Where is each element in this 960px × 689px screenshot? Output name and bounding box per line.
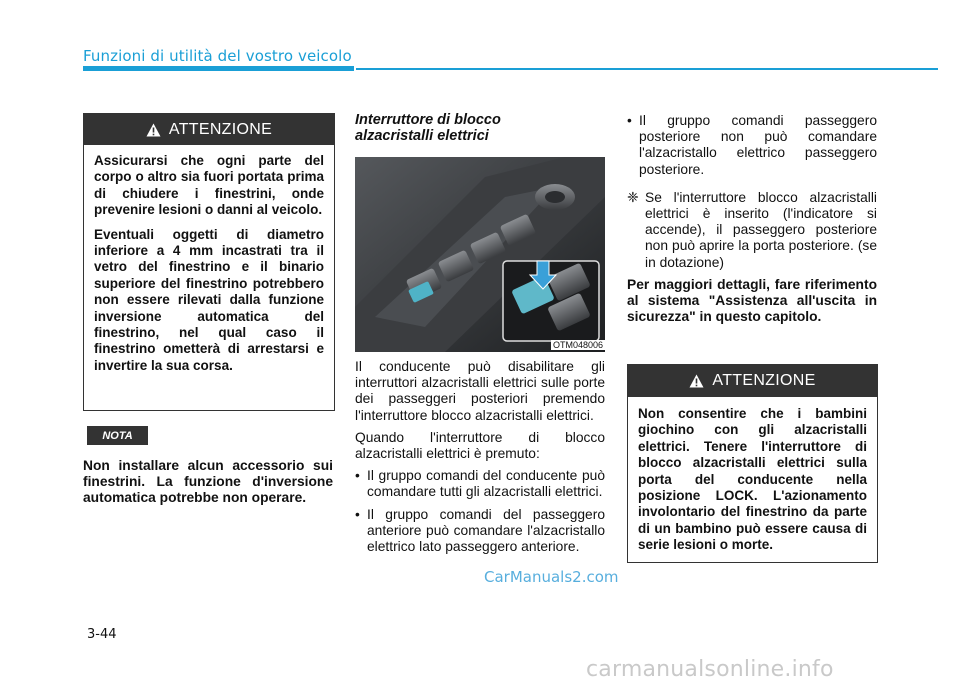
middle-body: [355, 359, 605, 561]
warning-paragraph: Assicurarsi che ogni parte del corpo o altro sia fuori portata prima di chiudere i finestrini, onde prevenire lesioni o danni al veicolo.: [94, 153, 324, 218]
warning-header: [84, 114, 334, 145]
warning-box-left: [83, 113, 335, 411]
page-section-title: Funzioni di utilità del vostro veicolo: [83, 47, 352, 65]
list-item: • Il gruppo comandi passeggero posteriore non può comandare l'alzacristallo elettrico passeggero posteriore.: [627, 113, 877, 178]
header-rule-thin: [356, 68, 938, 70]
warning-triangle-icon: [146, 123, 161, 137]
photo-caption-wrap: [355, 339, 605, 352]
warning-heading-text: ATTENZIONE: [712, 372, 816, 389]
section-title-line: alzacristalli elettrici: [355, 128, 489, 144]
warning-body: [84, 145, 334, 374]
note-text: Se l'interruttore blocco alzacristalli elettrici è inserito (l'indicatore si accende), il passeggero posteriore non può aprire la porta posteriore. (se in dotazione): [645, 189, 877, 270]
page-number: 3-44: [87, 627, 117, 642]
note-item: [627, 190, 877, 271]
header-rule-thick: [83, 66, 354, 71]
watermark-large[interactable]: carmanualsonline.info: [586, 657, 834, 682]
warning-paragraph: Non consentire che i bambini giochino con gli alzacristalli elettrici. Tenere l'interruttore di blocco alzacristalli elettrici sulla porta del conducente nella posizione LOCK. L'azionamento involontario del finestrino da parte di un bambino può essere causa di serie lesioni o morte.: [638, 406, 867, 553]
door-switch-illustration: [355, 157, 605, 352]
watermark-small[interactable]: CarManuals2.com: [484, 568, 619, 586]
window-lock-switch-photo: [355, 157, 605, 352]
warning-heading-text: ATTENZIONE: [168, 120, 273, 138]
bullet-list: [627, 113, 877, 178]
warning-paragraph: Eventuali oggetti di diametro inferiore a 4 mm incastrati tra il vetro del finestrino e il binario superiore del finestrino potrebbero non essere rilevati dalla funzione inversione automatica del finestrino, nel qual caso il finestrino ometterà di arrestarsi e invertire la sua corsa.: [94, 226, 324, 373]
nota-text: Non installare alcun accessorio sui finestrini. La funzione d'inversione automatica potrebbe non operare.: [83, 458, 333, 506]
warning-header: [628, 365, 877, 397]
warning-body: [628, 397, 877, 554]
warning-triangle-icon: [689, 374, 704, 388]
list-item: • Il gruppo comandi del conducente può comandare tutti gli alzacristalli elettrici.: [355, 468, 605, 500]
right-body: [627, 113, 877, 331]
bullet-list: [355, 468, 605, 555]
reference-paragraph: Per maggiori dettagli, fare riferimento al sistema "Assistenza all'uscita in sicurezza" in questo capitolo.: [627, 276, 877, 325]
note-mark: ❈: [627, 189, 639, 205]
nota-badge: NOTA: [87, 426, 148, 445]
body-paragraph: Il conducente può disabilitare gli interruttori alzacristalli elettrici sulle porte dei passeggeri posteriori premendo l'interruttore blocco alzacristalli elettrici.: [355, 359, 605, 423]
body-paragraph: Quando l'interruttore di blocco alzacristalli elettrici è premuto:: [355, 429, 605, 462]
warning-box-right: [627, 364, 878, 563]
section-title: [355, 112, 605, 144]
section-title-line: Interruttore di blocco: [355, 112, 501, 128]
photo-code: OTM048006: [552, 340, 603, 350]
list-item: • Il gruppo comandi del passeggero anteriore può comandare l'alzacristallo elettrico lato passeggero anteriore.: [355, 507, 605, 556]
